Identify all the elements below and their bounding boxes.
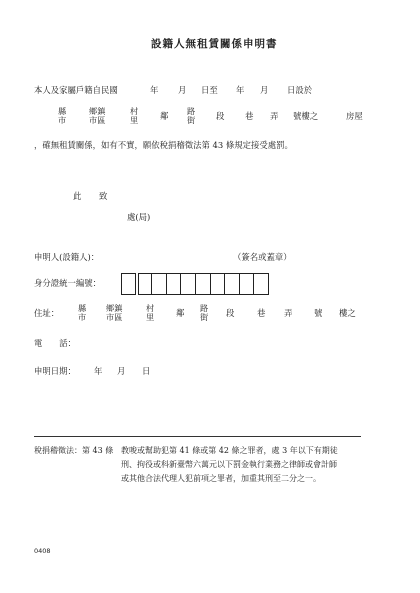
street-text: 街 — [187, 115, 196, 125]
residence-neighborhood: 鄰 — [176, 308, 185, 318]
road-street-label — [187, 107, 195, 125]
village-li-label — [130, 107, 138, 125]
county-text: 縣 — [58, 106, 67, 116]
footnote-reference: 稅捐稽徵法：第 43 條 — [34, 446, 114, 455]
city-text: 市 — [58, 115, 67, 125]
county-city-label — [58, 107, 66, 125]
id-number-label: 身分證統一編號： — [34, 278, 101, 288]
id-digit-box[interactable] — [240, 273, 255, 295]
day-at-label: 日設於 — [287, 85, 313, 95]
residence-alley: 弄 — [284, 308, 293, 318]
alley-label: 弄 — [270, 111, 279, 121]
declare-year-label: 年 — [94, 366, 103, 376]
month-label-1: 月 — [178, 85, 187, 95]
residence-number: 號 — [314, 308, 323, 318]
id-digit-box[interactable] — [181, 273, 196, 295]
neighborhood-label: 鄰 — [160, 111, 169, 121]
phone-label: 電 話： — [34, 338, 76, 348]
signature-hint: （簽名或蓋章） — [233, 252, 292, 262]
id-number-boxes[interactable] — [121, 273, 269, 295]
month-label-2: 月 — [260, 85, 269, 95]
addressee-to-2: 致 — [99, 191, 108, 201]
id-digit-box[interactable] — [152, 273, 167, 295]
residence-county-city — [78, 304, 86, 322]
footnote-line-3: 或其他合法代理人犯前項之罪者，加重其刑至二分之一。 — [121, 474, 321, 483]
residence-township-district — [106, 304, 122, 322]
id-digit-box[interactable] — [138, 273, 153, 295]
tax-office-label: 處(局) — [127, 212, 151, 222]
declare-date-label: 申明日期： — [34, 366, 76, 376]
id-digit-box[interactable] — [167, 273, 182, 295]
district-text: 市區 — [89, 115, 106, 125]
residence-village-li — [146, 304, 154, 322]
residence-district-text: 市區 — [106, 312, 123, 322]
id-digit-box[interactable] — [211, 273, 226, 295]
lane-label: 巷 — [245, 111, 254, 121]
page-title: 設籍人無租賃關係申明書 — [151, 38, 278, 50]
residence-township-text: 鄉鎮 — [106, 303, 123, 313]
house-label: 房屋 — [346, 111, 363, 121]
residence-label: 住址： — [34, 308, 60, 318]
township-text: 鄉鎮 — [89, 106, 106, 116]
form-code: 0408 — [34, 547, 51, 555]
li-text: 里 — [130, 115, 139, 125]
id-digit-box[interactable] — [196, 273, 211, 295]
residence-road-street — [200, 304, 208, 322]
road-text: 路 — [187, 106, 196, 116]
residence-street-text: 街 — [200, 312, 209, 322]
residence-lane: 巷 — [257, 308, 266, 318]
residence-floor: 樓之 — [339, 308, 356, 318]
id-digit-box[interactable] — [254, 273, 269, 295]
addressee-to-1: 此 — [73, 191, 82, 201]
year-label-2: 年 — [236, 85, 245, 95]
village-text: 村 — [130, 106, 139, 116]
declaration-text: ，確無租賃關係，如有不實，願依稅捐稽徵法第 43 條規定接受處罰。 — [34, 140, 293, 150]
residence-road-text: 路 — [200, 303, 209, 313]
declare-day-label: 日 — [142, 366, 151, 376]
residence-intro: 本人及家屬戶籍自民國 — [34, 85, 118, 95]
divider-line — [34, 436, 361, 437]
residence-village-text: 村 — [146, 303, 155, 313]
township-district-label — [89, 107, 105, 125]
year-label-1: 年 — [150, 85, 159, 95]
residence-county-text: 縣 — [78, 303, 87, 313]
residence-li-text: 里 — [146, 312, 155, 322]
footnote-line-2: 刑、拘役或科新臺幣六萬元以下罰金執行業務之律師或會計師 — [121, 460, 337, 469]
id-digit-box[interactable] — [225, 273, 240, 295]
footnote-line-1: 教唆或幫助犯第 41 條或第 42 條之罪者，處 3 年以下有期徒 — [121, 446, 338, 455]
residence-city-text: 市 — [78, 312, 87, 322]
declarant-label: 申明人(設籍人)： — [34, 252, 100, 262]
section-label: 段 — [216, 111, 225, 121]
day-to-label: 日至 — [201, 85, 218, 95]
id-digit-box[interactable] — [121, 273, 136, 295]
number-floor-label: 號樓之 — [293, 111, 319, 121]
declare-month-label: 月 — [117, 366, 126, 376]
residence-section: 段 — [226, 308, 235, 318]
